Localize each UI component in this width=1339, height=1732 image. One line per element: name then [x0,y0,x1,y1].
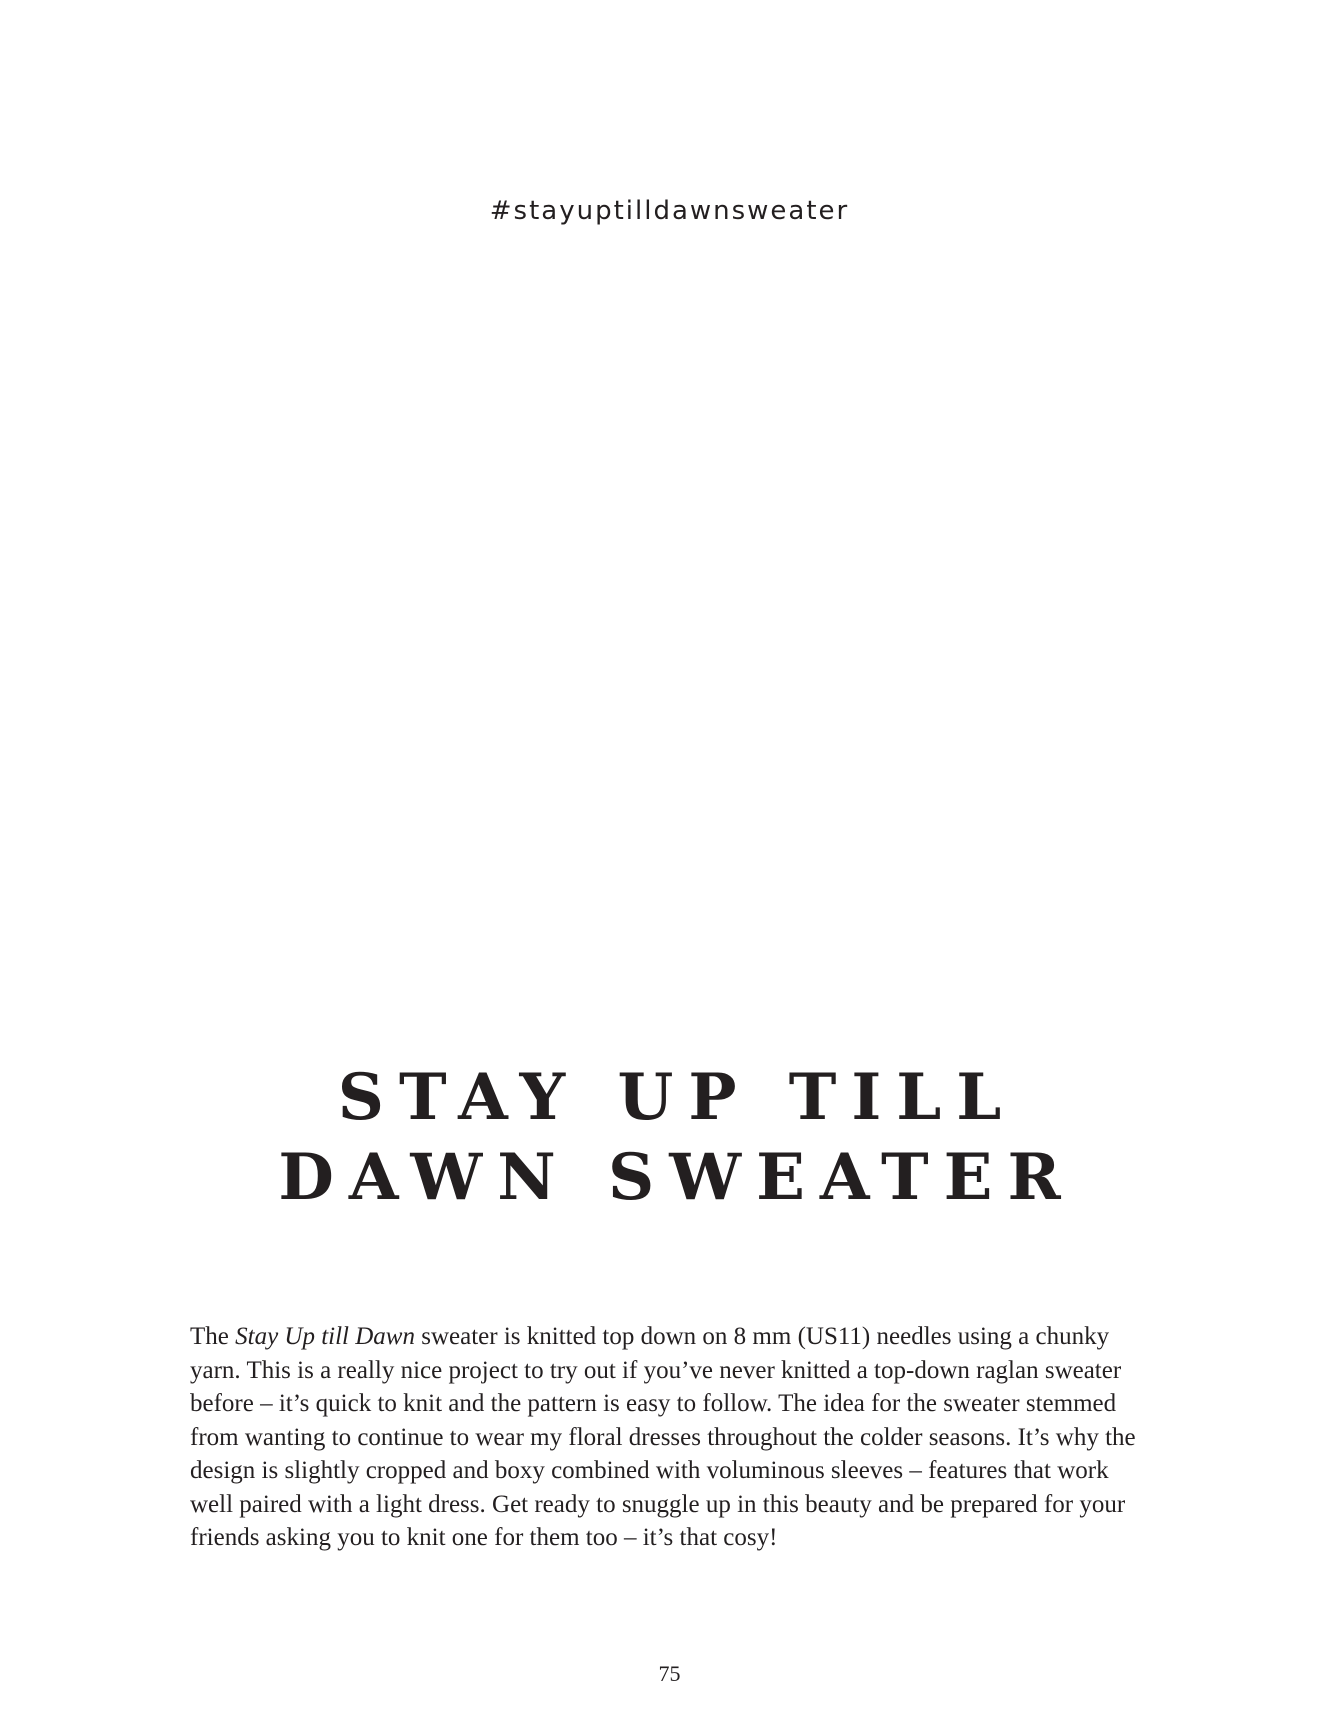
intro-text-start: The [190,1323,236,1350]
hashtag-header: #stayuptilldawnsweater [489,196,850,226]
intro-text-rest: sweater is knitted top down on 8 mm (US11) needles using a chunky yarn. This is a really nice project to try out if you’ve never knitted a top-down raglan sweater before – it’s quick to knit and the pattern is easy to follow. The idea for the sweater stemmed from wanting to continue to wear my floral dresses throughout the colder seasons. It’s why the design is slightly cropped and boxy combined with voluminous sleeves – features that work well paired with a light dress. Get ready to snuggle up in this beauty and be prepared for your friends asking you to knit one for them too – it’s that cosy! [190,1323,1136,1551]
title-line-1: STAY UP TILL [337,1060,1017,1135]
page-number: 75 [658,1661,681,1686]
title-line-2: DAWN SWEATER [278,1140,1076,1215]
page-title [0,1058,1339,1218]
intro-paragraph [190,1320,1150,1555]
sweater-name-italic: Stay Up till Dawn [235,1323,415,1350]
